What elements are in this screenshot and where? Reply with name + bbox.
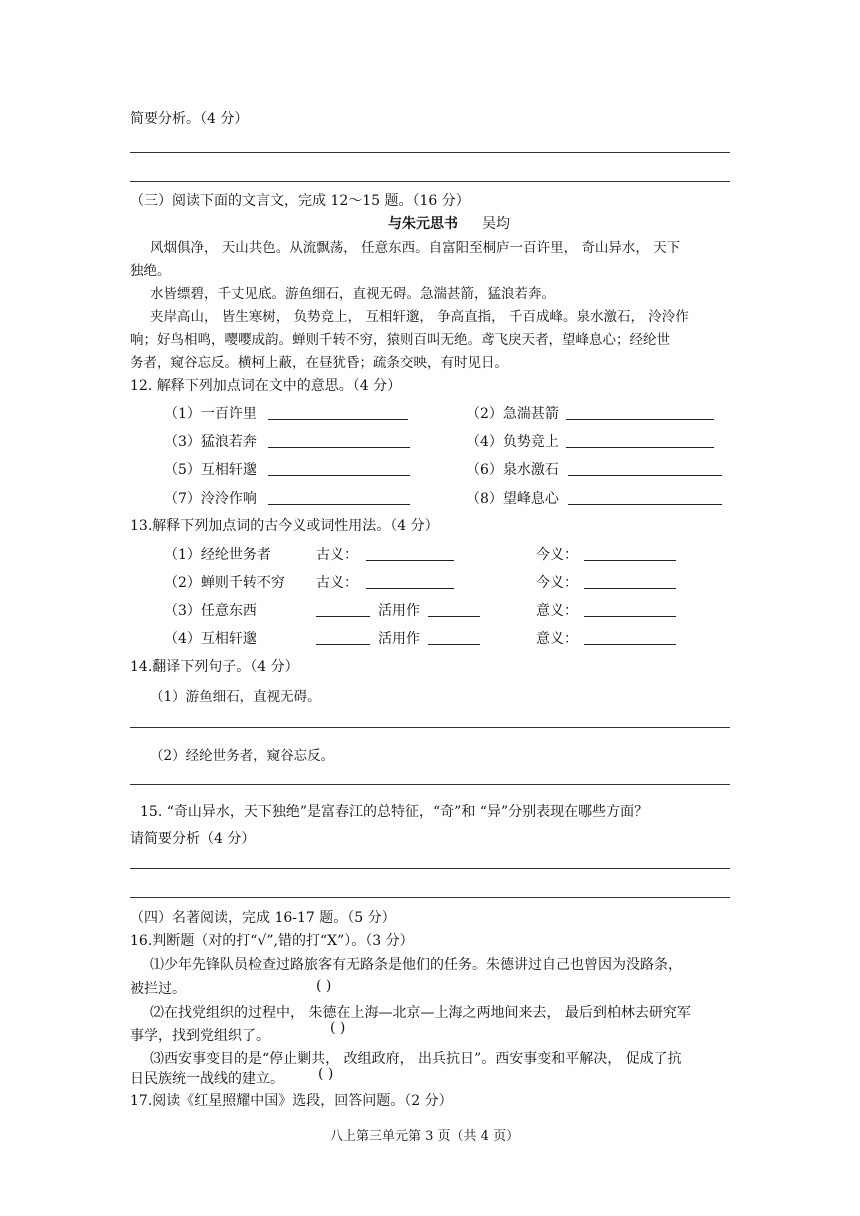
q13-mid-label: 古义： bbox=[316, 575, 358, 591]
answer-line bbox=[130, 868, 730, 869]
q12-item: （5）互相轩邈 bbox=[164, 462, 257, 478]
q12-item: （3）猛浪若奔 bbox=[164, 434, 257, 450]
page-footer: 八上第三单元第 3 页（共 4 页） bbox=[330, 1129, 520, 1144]
q12-blank[interactable] bbox=[566, 447, 714, 448]
q12-item: （8）望峰息心 bbox=[466, 491, 559, 507]
q14-stem: 14.翻译下列句子。（4 分） bbox=[130, 659, 299, 675]
answer-line bbox=[130, 152, 730, 153]
passage-line: 务者，窥谷忘反。横柯上蔽，在昼犹昏；疏条交映，有时见日。 bbox=[130, 355, 508, 371]
passage-line: 夹岸高山， 皆生寒树， 负势竞上， 互相轩邈， 争高直指， 千百成峰。泉水激石， 泠泠作 bbox=[150, 309, 689, 325]
q13-item: （2）蝉则千转不穷 bbox=[164, 575, 285, 591]
q12-blank[interactable] bbox=[268, 447, 410, 448]
q13-item: （4）互相轩邈 bbox=[164, 631, 257, 647]
q13-item: （3）任意东西 bbox=[164, 603, 257, 619]
q16-item-2: ⑵在找党组织的过程中， 朱德在上海—北京—上海之两地间来去， 最后到柏林去研究军 bbox=[150, 1005, 691, 1021]
q16-item-2-cont: 事学，找到党组织了。 bbox=[130, 1028, 270, 1044]
q13-blank[interactable] bbox=[366, 560, 454, 561]
passage-title: 与朱元思书 bbox=[388, 216, 458, 232]
q12-blank[interactable] bbox=[568, 504, 722, 505]
answer-line bbox=[130, 727, 730, 728]
q13-blank[interactable] bbox=[428, 616, 480, 617]
q12-item: （6）泉水激石 bbox=[466, 462, 559, 478]
q13-blank[interactable] bbox=[584, 644, 676, 645]
section3-heading: （三）阅读下面的文言文，完成 12～15 题。（16 分） bbox=[130, 193, 470, 209]
q16-item-1-cont: 被拦过。 bbox=[130, 981, 186, 997]
answer-line bbox=[130, 181, 730, 182]
q12-stem: 12. 解释下列加点词在文中的意思。（4 分） bbox=[130, 378, 402, 394]
q16-item-3: ⑶西安事变目的是“停止剿共， 改组政府， 出兵抗日”。西安事变和平解决， 促成了抗 bbox=[150, 1051, 682, 1067]
q12-blank[interactable] bbox=[566, 419, 714, 420]
q13-blank[interactable] bbox=[316, 616, 370, 617]
passage-line: 响；好鸟相鸣，嘤嘤成韵。蝉则千转不穷，猿则百叫无绝。鸢飞戾天者，望峰息心；经纶世 bbox=[130, 332, 670, 348]
q15-stem-line2: 请简要分析（4 分） bbox=[130, 831, 256, 847]
q13-mid-label: 活用作 bbox=[378, 631, 420, 647]
section4-heading: （四）名著阅读，完成 16-17 题。（5 分） bbox=[130, 910, 396, 926]
passage-line: 水皆缥碧，千丈见底。游鱼细石，直视无碍。急湍甚箭，猛浪若奔。 bbox=[150, 286, 555, 302]
q16-item-1: ⑴少年先锋队员检查过路旅客有无路条是他们的任务。朱德讲过自己也曾因为没路条， bbox=[150, 957, 682, 973]
q13-mid-label: 古义： bbox=[316, 547, 358, 563]
q13-right-label: 今义： bbox=[536, 547, 578, 563]
q13-blank[interactable] bbox=[366, 588, 454, 589]
q13-blank[interactable] bbox=[584, 560, 676, 561]
passage-line: 独绝。 bbox=[130, 263, 171, 279]
q12-blank[interactable] bbox=[568, 475, 722, 476]
q13-blank[interactable] bbox=[584, 588, 676, 589]
q13-blank[interactable] bbox=[316, 644, 370, 645]
q12-item: （4）负势竞上 bbox=[466, 434, 559, 450]
q16-answer-paren[interactable]: ( ) bbox=[330, 1020, 346, 1036]
answer-line bbox=[130, 784, 730, 785]
q14-sentence-2: （2）经纶世务者，窥谷忘反。 bbox=[150, 748, 335, 764]
q12-item: （1）一百许里 bbox=[164, 406, 257, 422]
q16-item-3-cont: 日民族统一战线的建立。 bbox=[130, 1071, 284, 1087]
passage-line: 风烟俱净， 天山共色。从流飘荡， 任意东西。自富阳至桐庐一百许里， 奇山异水， 天下 bbox=[150, 240, 681, 256]
q16-answer-paren[interactable]: ( ) bbox=[316, 978, 332, 994]
q13-mid-label: 活用作 bbox=[378, 603, 420, 619]
q12-blank[interactable] bbox=[268, 475, 410, 476]
q13-stem: 13.解释下列加点词的古今义或词性用法。（4 分） bbox=[130, 518, 439, 534]
q13-right-label: 今义： bbox=[536, 575, 578, 591]
answer-line bbox=[130, 897, 730, 898]
q13-right-label: 意义： bbox=[536, 603, 578, 619]
q17-stem: 17.阅读《红星照耀中国》选段，回答问题。（2 分） bbox=[130, 1093, 453, 1109]
q16-answer-paren[interactable]: ( ) bbox=[318, 1066, 334, 1082]
q13-blank[interactable] bbox=[584, 616, 676, 617]
q16-stem: 16.判断题（对的打“√”,错的打“X”）。（3 分） bbox=[130, 933, 414, 949]
q13-item: （1）经纶世务者 bbox=[164, 547, 271, 563]
intro-text: 简要分析。（4 分） bbox=[130, 111, 249, 127]
q12-blank[interactable] bbox=[268, 504, 410, 505]
q15-stem-line1: 15. “奇山异水，天下独绝”是富春江的总特征，“奇”和 “异”分别表现在哪些方面？ bbox=[140, 804, 649, 820]
passage-author: 吴均 bbox=[482, 216, 510, 232]
q13-blank[interactable] bbox=[428, 644, 480, 645]
q12-blank[interactable] bbox=[268, 419, 408, 420]
q12-item: （2）急湍甚箭 bbox=[466, 406, 559, 422]
q13-right-label: 意义： bbox=[536, 631, 578, 647]
q14-sentence-1: （1）游鱼细石，直视无碍。 bbox=[150, 689, 321, 705]
q12-item: （7）泠泠作响 bbox=[164, 491, 257, 507]
